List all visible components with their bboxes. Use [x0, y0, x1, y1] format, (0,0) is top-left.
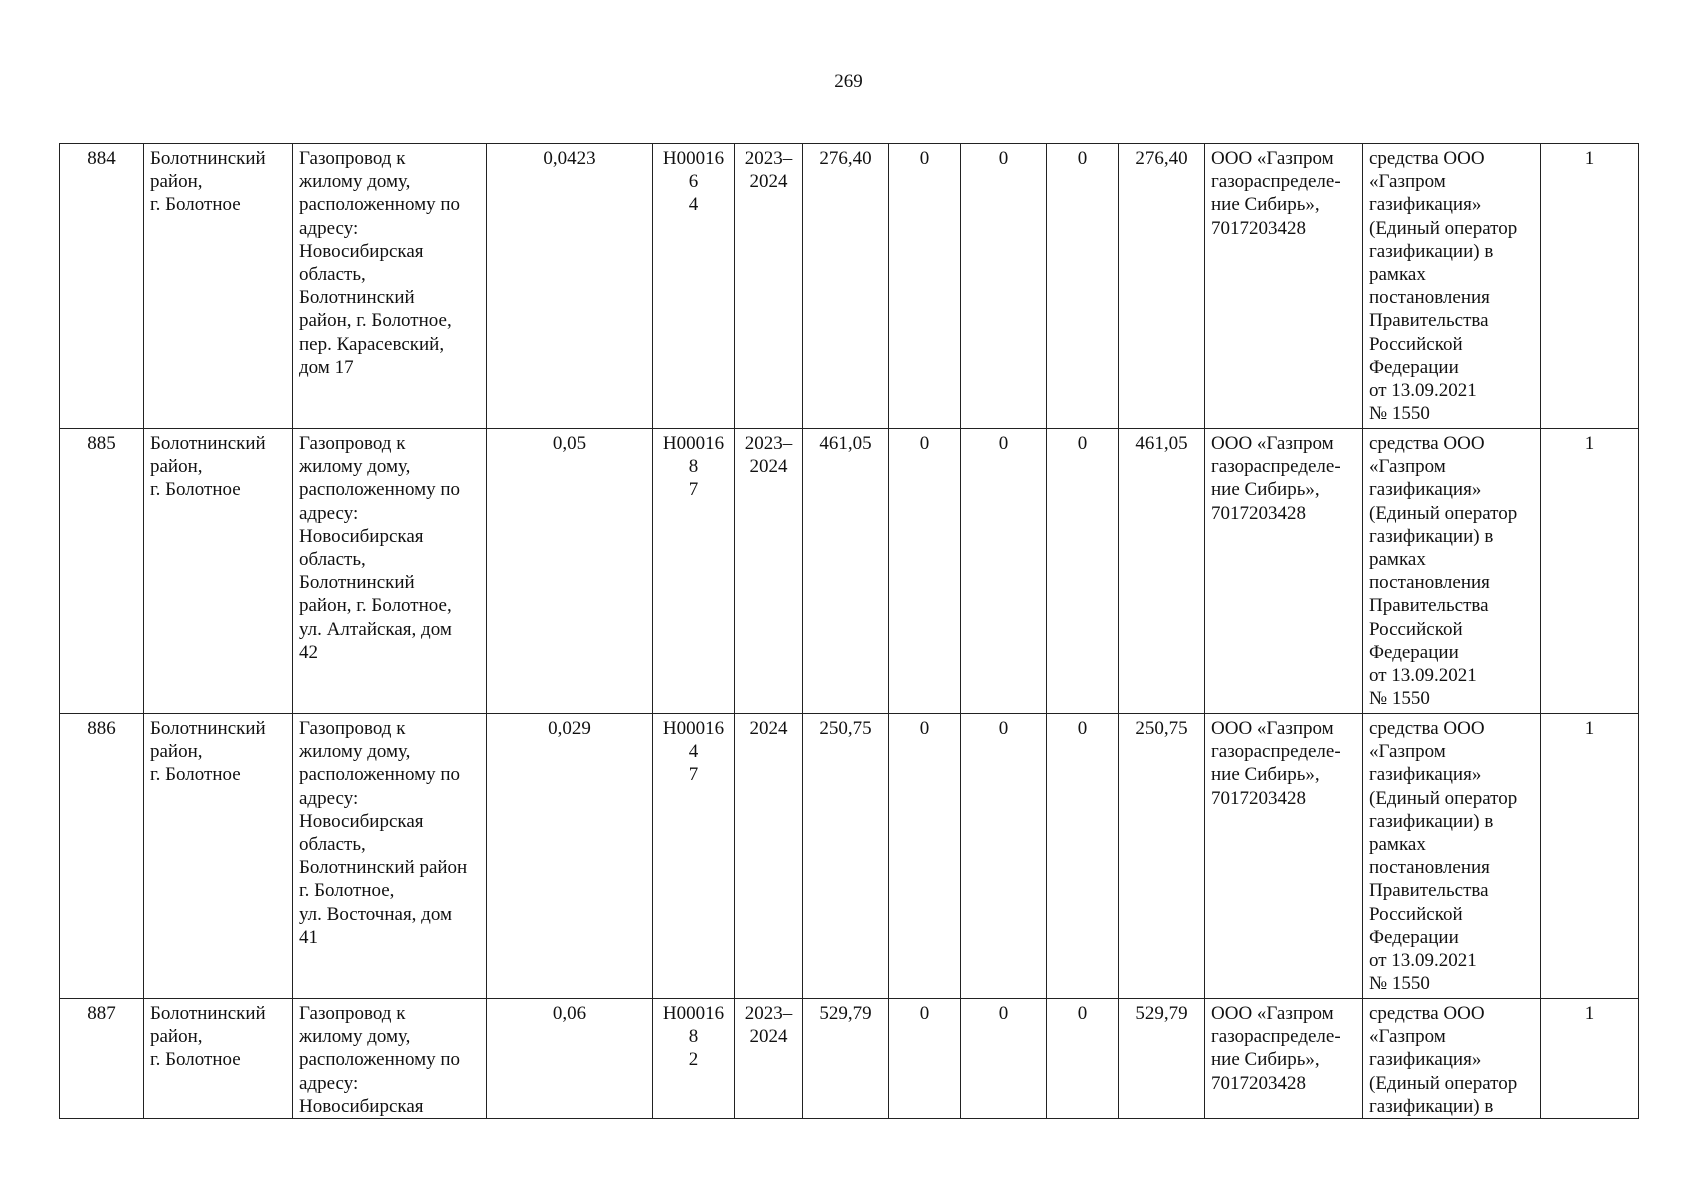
total-cost: 276,40: [819, 148, 872, 169]
count-cell: [1541, 714, 1639, 999]
row-number-cell: [60, 999, 144, 1119]
funding-source-cell: [1363, 999, 1541, 1119]
table-body: [60, 144, 1639, 1119]
value-1: 0: [919, 718, 930, 739]
code-cell: [653, 144, 735, 429]
row-number: 887: [87, 1003, 116, 1024]
value-1: 0: [919, 1003, 930, 1024]
pipeline-length: 0,05: [552, 433, 587, 454]
object-description: Газопровод к жилому дому, расположенному по адресу: Новосибирская область, Болотнинский район г. Болотное, ул. Восточная, дом 41: [299, 718, 468, 948]
length-cell: [487, 714, 653, 999]
executor-cell: [1205, 144, 1363, 429]
value-3-cell: [1047, 999, 1119, 1119]
executor-cell: [1205, 999, 1363, 1119]
pipeline-length: 0,06: [552, 1003, 587, 1024]
value-3-cell: [1047, 144, 1119, 429]
period-cell: [735, 999, 803, 1119]
value-2: 0: [998, 433, 1009, 454]
value-2: 0: [998, 718, 1009, 739]
code-cell: [653, 429, 735, 714]
length-cell: [487, 999, 653, 1119]
period-cell: [735, 144, 803, 429]
object-code: Н000164 7: [662, 718, 725, 786]
pipeline-length: 0,0423: [543, 148, 596, 169]
funding-source-cell: [1363, 144, 1541, 429]
object-cell: [293, 144, 487, 429]
count: 1: [1584, 148, 1595, 169]
length-cell: [487, 429, 653, 714]
count: 1: [1584, 718, 1595, 739]
total-cost-cell: [803, 144, 889, 429]
value-1: 0: [919, 148, 930, 169]
object-description: Газопровод к жилому дому, расположенному по адресу: Новосибирская область, Болотнинский район, г. Болотное, пер. Карасевский, дом 17: [299, 148, 461, 378]
gas-pipeline-registry-table: [59, 143, 1639, 1119]
row-number-cell: [60, 714, 144, 999]
total-cost-cell: [803, 714, 889, 999]
funding-source: средства ООО «Газпром газификация» (Единый оператор газификации) в рамках постановления Правительства Российской Федерации от 13.09.2021 № 1550: [1369, 148, 1518, 425]
code-cell: [653, 999, 735, 1119]
period-cell: [735, 714, 803, 999]
value-2-cell: [961, 429, 1047, 714]
value-2-cell: [961, 714, 1047, 999]
code-cell: [653, 714, 735, 999]
executor: ООО «Газпром газораспределе- ние Сибирь», 7017203428: [1211, 1003, 1341, 1094]
object-cell: [293, 429, 487, 714]
total-cost: 250,75: [819, 718, 872, 739]
funding-source: средства ООО «Газпром газификация» (Единый оператор газификации) в рамках постановления Правительства Российской Федерации от 13.09.2021 № 1550: [1369, 718, 1518, 995]
value-1: 0: [919, 433, 930, 454]
district-cell: [144, 144, 293, 429]
table-row: [60, 999, 1639, 1119]
object-code: Н000168 7: [662, 433, 725, 501]
value-4: 461,05: [1135, 433, 1188, 454]
length-cell: [487, 144, 653, 429]
funding-source-cell: [1363, 429, 1541, 714]
row-number: 885: [87, 433, 116, 454]
district-cell: [144, 714, 293, 999]
period: 2023– 2024: [744, 148, 793, 193]
value-4: 276,40: [1135, 148, 1188, 169]
value-4-cell: [1119, 144, 1205, 429]
period: 2023– 2024: [744, 433, 793, 478]
count-cell: [1541, 429, 1639, 714]
value-1-cell: [889, 999, 961, 1119]
row-number: 886: [87, 718, 116, 739]
total-cost: 529,79: [819, 1003, 872, 1024]
value-3: 0: [1077, 433, 1088, 454]
row-number-cell: [60, 429, 144, 714]
executor: ООО «Газпром газораспределе- ние Сибирь», 7017203428: [1211, 148, 1341, 239]
table-row: [60, 144, 1639, 429]
period: 2024: [749, 718, 788, 739]
district-cell: [144, 429, 293, 714]
executor: ООО «Газпром газораспределе- ние Сибирь», 7017203428: [1211, 433, 1341, 524]
object-cell: [293, 999, 487, 1119]
district-cell: [144, 999, 293, 1119]
district: Болотнинский район, г. Болотное: [150, 1003, 266, 1071]
count: 1: [1584, 433, 1595, 454]
count: 1: [1584, 1003, 1595, 1024]
value-4: 529,79: [1135, 1003, 1188, 1024]
executor-cell: [1205, 714, 1363, 999]
value-4-cell: [1119, 999, 1205, 1119]
value-3-cell: [1047, 429, 1119, 714]
value-3: 0: [1077, 148, 1088, 169]
object-code: Н000166 4: [662, 148, 725, 216]
count-cell: [1541, 999, 1639, 1119]
district: Болотнинский район, г. Болотное: [150, 148, 266, 216]
value-3: 0: [1077, 718, 1088, 739]
value-4-cell: [1119, 429, 1205, 714]
value-2-cell: [961, 144, 1047, 429]
period-cell: [735, 429, 803, 714]
value-1-cell: [889, 144, 961, 429]
object-cell: [293, 714, 487, 999]
total-cost: 461,05: [819, 433, 872, 454]
object-description: Газопровод к жилому дому, расположенному по адресу: Новосибирская область, Болотнинский район, г. Болотное, ул. Алтайская, дом 42: [299, 433, 461, 663]
district: Болотнинский район, г. Болотное: [150, 433, 266, 501]
value-3: 0: [1077, 1003, 1088, 1024]
page-number: 269: [834, 71, 863, 92]
funding-source-cell: [1363, 714, 1541, 999]
object-description: Газопровод к жилому дому, расположенному по адресу: Новосибирская: [299, 1003, 461, 1116]
value-2-cell: [961, 999, 1047, 1119]
value-4-cell: [1119, 714, 1205, 999]
pipeline-length: 0,029: [548, 718, 591, 739]
table-row: [60, 429, 1639, 714]
funding-source: средства ООО «Газпром газификация» (Единый оператор газификации) в рамках постановления Правительства Российской Федерации от 13.09.2021 № 1550: [1369, 433, 1518, 710]
table-row: [60, 714, 1639, 999]
executor-cell: [1205, 429, 1363, 714]
value-1-cell: [889, 714, 961, 999]
total-cost-cell: [803, 999, 889, 1119]
value-4: 250,75: [1135, 718, 1188, 739]
total-cost-cell: [803, 429, 889, 714]
value-2: 0: [998, 148, 1009, 169]
count-cell: [1541, 144, 1639, 429]
value-1-cell: [889, 429, 961, 714]
district: Болотнинский район, г. Болотное: [150, 718, 266, 786]
period: 2023– 2024: [744, 1003, 793, 1048]
row-number: 884: [87, 148, 116, 169]
executor: ООО «Газпром газораспределе- ние Сибирь», 7017203428: [1211, 718, 1341, 809]
funding-source: средства ООО «Газпром газификация» (Единый оператор газификации) в: [1369, 1003, 1518, 1116]
value-2: 0: [998, 1003, 1009, 1024]
value-3-cell: [1047, 714, 1119, 999]
object-code: Н000168 2: [662, 1003, 725, 1071]
row-number-cell: [60, 144, 144, 429]
